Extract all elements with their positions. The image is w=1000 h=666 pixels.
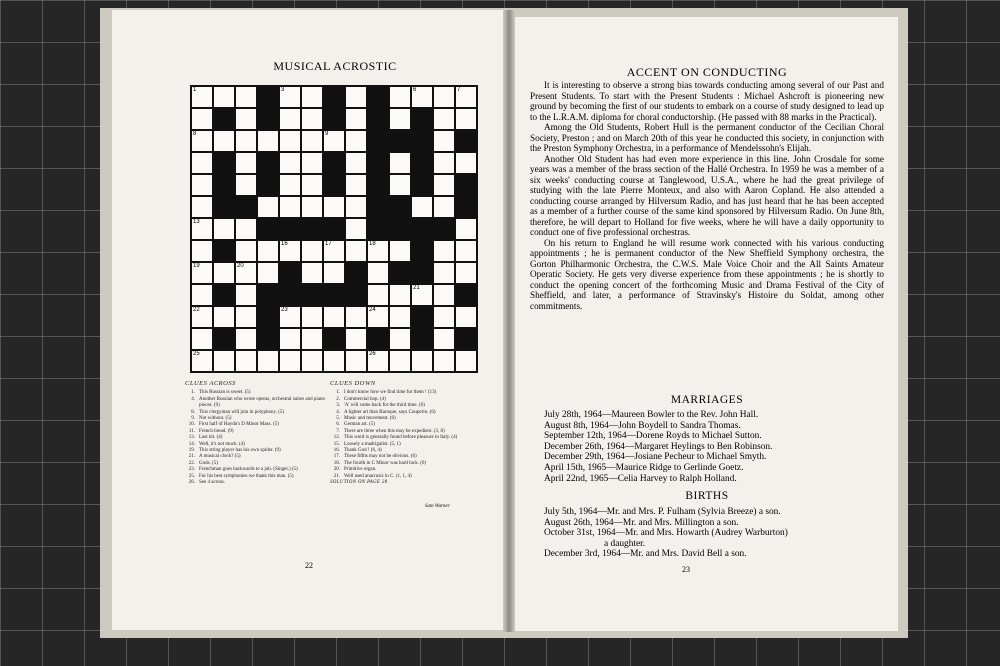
grid-white-square — [433, 174, 455, 196]
clue-text: A musical clock? (5) — [199, 454, 241, 460]
grid-white-square — [345, 108, 367, 130]
clue-text: Well used anacrusis in C. (1, 1, 4) — [344, 473, 412, 479]
clue-number: 6. — [336, 422, 340, 428]
grid-white-square — [345, 350, 367, 372]
grid-black-square — [367, 152, 389, 174]
grid-black-square — [367, 218, 389, 240]
grid-white-square — [279, 306, 301, 328]
grid-black-square — [389, 196, 411, 218]
grid-white-square — [235, 262, 257, 284]
grid-white-square — [279, 328, 301, 350]
marriage-entry: July 28th, 1964—Maureen Bowler to the Rev. John Hall. — [544, 410, 759, 420]
grid-black-square — [257, 86, 279, 108]
clue-number: 9. — [191, 416, 195, 422]
grid-white-square — [257, 350, 279, 372]
grid-clue-number: 22 — [193, 307, 200, 313]
grid-white-square — [279, 350, 301, 372]
grid-white-square — [433, 262, 455, 284]
clues-down-list — [330, 390, 480, 480]
grid-clue-number: 18 — [369, 241, 376, 247]
clue-number: 12. — [333, 435, 340, 441]
grid-black-square — [389, 218, 411, 240]
birth-entry: October 31st, 1964—Mr. and Mrs. Howarth (Audrey Warburton) — [544, 528, 788, 539]
marriage-entry: December 26th, 1964—Margaret Heylings to Ben Robinson. — [544, 441, 773, 452]
grid-white-square — [279, 196, 301, 218]
grid-white-square — [235, 152, 257, 174]
grid-white-square — [235, 240, 257, 262]
grid-white-square — [433, 130, 455, 152]
grid-white-square — [411, 350, 433, 372]
grid-black-square — [213, 174, 235, 196]
grid-white-square — [213, 86, 235, 108]
grid-clue-number: 25 — [193, 351, 200, 357]
grid-white-square — [301, 108, 323, 130]
grid-white-square — [345, 130, 367, 152]
grid-clue-number: 8 — [193, 131, 197, 137]
grid-black-square — [213, 240, 235, 262]
grid-black-square — [411, 108, 433, 130]
grid-white-square — [235, 108, 257, 130]
grid-white-square — [235, 130, 257, 152]
grid-white-square — [433, 152, 455, 174]
grid-black-square — [455, 328, 477, 350]
grid-black-square — [213, 328, 235, 350]
grid-white-square — [235, 86, 257, 108]
clue-number: 3. — [336, 403, 340, 409]
clue-text: See 4 across. — [199, 480, 225, 486]
grid-white-square — [367, 262, 389, 284]
grid-white-square — [367, 240, 389, 262]
grid-white-square — [323, 130, 345, 152]
birth-entry: December 3rd, 1964—Mr. and Mrs. David Bell a son. — [544, 549, 747, 560]
grid-black-square — [367, 196, 389, 218]
grid-white-square — [323, 306, 345, 328]
grid-white-square — [323, 196, 345, 218]
grid-black-square — [257, 152, 279, 174]
birth-entry: August 26th, 1964—Mr. and Mrs. Millington a son. — [544, 517, 739, 528]
grid-white-square — [455, 152, 477, 174]
grid-white-square — [389, 86, 411, 108]
grid-black-square — [323, 328, 345, 350]
grid-white-square — [455, 218, 477, 240]
grid-black-square — [235, 196, 257, 218]
grid-white-square — [345, 152, 367, 174]
grid-black-square — [257, 328, 279, 350]
birth-entry-continuation: a daughter. — [604, 538, 646, 549]
grid-black-square — [367, 328, 389, 350]
grid-white-square — [301, 196, 323, 218]
grid-white-square — [455, 306, 477, 328]
page-number-left: 22 — [305, 561, 313, 570]
grid-black-square — [323, 152, 345, 174]
grid-white-square — [367, 284, 389, 306]
grid-white-square — [235, 174, 257, 196]
clue-text: A lighter art than Baroque, says Couperin. (6) — [344, 409, 436, 415]
clue-text: Not without. (5) — [199, 416, 232, 422]
grid-white-square — [235, 328, 257, 350]
grid-black-square — [411, 218, 433, 240]
births-list — [544, 507, 884, 560]
clue-number: 19. — [188, 448, 195, 454]
clue-number: 23. — [188, 467, 195, 473]
marriage-entry: April 22nd, 1965—Celia Harvey to Ralph Holland. — [544, 473, 737, 484]
clue-text: These fifths may not be obvious. (6) — [344, 454, 417, 460]
clue-text: For his best symphonies we thank this man. (5) — [199, 473, 294, 479]
grid-white-square — [389, 174, 411, 196]
article-paragraph: On his return to England he will resume work connected with his various conducting appointments ; he is permanent conductor of the New Sheffield Symphony orchestra, the Gorton Philharmonic Orchestra, the C.W.S. Male Voice Choir and the All Saints Amateur Operatic Society. He gets very diverse experience from these appointments ; he is shortly to conduct the opening concert of the forthcoming Music and Drama Festival of the City of Sheffield, and later, a performance of Stravinsky's Histoire du Soldat, among other commitments. — [530, 237, 884, 311]
grid-white-square — [213, 130, 235, 152]
clues-down-heading: CLUES DOWN — [330, 380, 376, 387]
grid-white-square — [191, 262, 213, 284]
grid-white-square — [433, 306, 455, 328]
clue-number: 14. — [188, 441, 195, 447]
grid-clue-number: 26 — [369, 351, 376, 357]
grid-white-square — [213, 218, 235, 240]
grid-black-square — [323, 86, 345, 108]
clue-across — [185, 480, 325, 486]
grid-black-square — [323, 218, 345, 240]
grid-white-square — [191, 350, 213, 372]
grid-black-square — [389, 262, 411, 284]
clue-across — [185, 397, 325, 410]
grid-white-square — [191, 174, 213, 196]
clue-number: 21. — [188, 454, 195, 460]
grid-white-square — [389, 108, 411, 130]
grid-white-square — [433, 240, 455, 262]
grid-white-square — [301, 86, 323, 108]
clue-text: Last bit. (4) — [199, 435, 223, 441]
grid-white-square — [433, 350, 455, 372]
grid-white-square — [213, 306, 235, 328]
grid-white-square — [323, 350, 345, 372]
grid-black-square — [367, 130, 389, 152]
grid-black-square — [257, 218, 279, 240]
grid-white-square — [301, 130, 323, 152]
grid-black-square — [389, 130, 411, 152]
grid-black-square — [411, 262, 433, 284]
grid-white-square — [301, 328, 323, 350]
grid-black-square — [213, 108, 235, 130]
clues-across-list — [185, 390, 325, 486]
grid-white-square — [257, 240, 279, 262]
clue-number: 4. — [191, 396, 195, 402]
clue-text: I don't know how we find time for them ! (13) — [344, 390, 437, 396]
marriage-entry: September 12th, 1964—Dorene Royds to Michael Sutton. — [544, 431, 762, 442]
grid-white-square — [345, 218, 367, 240]
grid-white-square — [279, 240, 301, 262]
grid-clue-number: 9 — [325, 131, 329, 137]
grid-white-square — [389, 350, 411, 372]
grid-white-square — [411, 196, 433, 218]
grid-white-square — [191, 196, 213, 218]
grid-white-square — [191, 218, 213, 240]
grid-black-square — [213, 284, 235, 306]
acrostic-title: MUSICAL ACROSTIC — [273, 59, 397, 73]
marriage-entry: December 29th, 1964—Josiane Pecheur to Michael Smyth. — [544, 452, 767, 463]
grid-white-square — [191, 284, 213, 306]
grid-white-square — [389, 240, 411, 262]
grid-white-square — [213, 262, 235, 284]
grid-white-square — [455, 86, 477, 108]
book-gutter — [503, 10, 515, 632]
grid-white-square — [433, 86, 455, 108]
grid-white-square — [191, 306, 213, 328]
grid-black-square — [257, 284, 279, 306]
grid-black-square — [345, 284, 367, 306]
grid-white-square — [301, 350, 323, 372]
clue-number: 20. — [333, 467, 340, 473]
clue-number: 18. — [333, 460, 340, 466]
grid-black-square — [411, 174, 433, 196]
grid-black-square — [455, 196, 477, 218]
clue-text: Frenchman goes backwards to a job. (Singer.) (5) — [199, 467, 298, 473]
grid-black-square — [279, 284, 301, 306]
clue-text: 'A' will come back for the third time. (6) — [344, 403, 425, 409]
grid-white-square — [433, 284, 455, 306]
grid-clue-number: 21 — [413, 285, 420, 291]
grid-clue-number: 13 — [193, 219, 200, 225]
clue-number: 1. — [191, 390, 195, 396]
grid-black-square — [323, 108, 345, 130]
grid-black-square — [257, 108, 279, 130]
grid-white-square — [235, 218, 257, 240]
clue-text: Commercial hop. (4) — [344, 396, 386, 402]
grid-white-square — [345, 306, 367, 328]
grid-white-square — [301, 306, 323, 328]
grid-black-square — [367, 108, 389, 130]
birth-entry: July 5th, 1964—Mr. and Mrs. P. Fulham (Sylvia Breeze) a son. — [544, 507, 781, 517]
marriage-entry: August 8th, 1964—John Boydell to Sandra Thomas. — [544, 420, 741, 431]
clue-number: 16. — [333, 448, 340, 454]
clue-number: 11. — [188, 428, 195, 434]
clue-text: Well, it's not much. (4) — [199, 441, 245, 447]
article-paragraph: It is interesting to observe a strong bias towards conducting among several of our Past and Present Students. To start with the Present Students : Michael Ashcroft is pioneering new ground by becoming the first of our students to embark on a course of study designed to lead up to the L.R.A.M. diploma for choral conductorship. (He passed with 88 marks in the Practical). — [530, 80, 884, 122]
grid-white-square — [191, 328, 213, 350]
grid-white-square — [433, 196, 455, 218]
grid-white-square — [191, 130, 213, 152]
grid-black-square — [345, 262, 367, 284]
grid-white-square — [389, 328, 411, 350]
grid-clue-number: 1 — [193, 87, 197, 93]
grid-white-square — [433, 108, 455, 130]
clue-text: First half of Haydn's D Minor Mass. (5) — [199, 422, 279, 428]
grid-black-square — [411, 130, 433, 152]
grid-black-square — [323, 284, 345, 306]
grid-black-square — [213, 152, 235, 174]
grid-white-square — [279, 86, 301, 108]
clue-text: Thank God ! (6, 4) — [344, 448, 382, 454]
marriage-entry: April 15th, 1965—Maurice Ridge to Gerlinde Goetz. — [544, 462, 744, 473]
grid-white-square — [301, 152, 323, 174]
article-title: ACCENT ON CONDUCTING — [626, 65, 788, 79]
clue-number: 2. — [336, 396, 340, 402]
solution-note: SOLUTION ON PAGE 28 — [330, 480, 388, 486]
clue-number: 13. — [188, 435, 195, 441]
grid-clue-number: 19 — [193, 263, 200, 269]
clue-text: Another Russian who wrote operas, orchestral suites and piano pieces. (9) — [199, 396, 325, 409]
grid-white-square — [279, 174, 301, 196]
grid-white-square — [389, 284, 411, 306]
article-paragraph: Among the Old Students, Robert Hull is the permanent conductor of the Cecilian Choral Society, Preston ; and on March 20th of this year he conducted this society, in conjunction with the Preston Symphony Orchestra, in a performance of Mendelssohn's Elijah. — [530, 122, 884, 153]
clue-number: 1. — [336, 390, 340, 396]
page-number-right: 23 — [682, 565, 690, 574]
marriages-heading: MARRIAGES — [670, 394, 744, 406]
grid-black-square — [455, 130, 477, 152]
clue-text: Music and movement. (6) — [344, 416, 396, 422]
clue-number: 21. — [333, 473, 340, 479]
clue-number: 15. — [333, 441, 340, 447]
grid-black-square — [301, 284, 323, 306]
clues-across — [185, 381, 325, 487]
grid-white-square — [191, 152, 213, 174]
grid-white-square — [345, 328, 367, 350]
clue-text: Primitive organ. — [344, 467, 377, 473]
grid-white-square — [367, 350, 389, 372]
marriages-list — [544, 410, 884, 484]
clues-down — [330, 381, 480, 487]
clue-number: 17. — [333, 454, 340, 460]
births-heading: BIRTHS — [685, 490, 729, 502]
grid-white-square — [191, 86, 213, 108]
grid-black-square — [411, 152, 433, 174]
clue-text: The fourth in C Minor was hard luck. (6) — [344, 460, 427, 466]
grid-white-square — [191, 108, 213, 130]
grid-black-square — [279, 218, 301, 240]
clue-text: Gods. (5) — [199, 460, 218, 466]
clue-text: This word is generally found before pleasure in Italy. (4) — [344, 435, 458, 441]
grid-clue-number: 24 — [369, 307, 376, 313]
grid-black-square — [301, 218, 323, 240]
grid-white-square — [279, 152, 301, 174]
grid-clue-number: 17 — [325, 241, 332, 247]
grid-clue-number: 7 — [457, 87, 461, 93]
clue-text: This Russian is sweet. (5) — [199, 390, 251, 396]
grid-white-square — [389, 306, 411, 328]
clue-number: 8. — [191, 409, 195, 415]
clues-across-heading: CLUES ACROSS — [185, 380, 236, 387]
grid-white-square — [433, 328, 455, 350]
clue-text: This clergyman will join in polyphony. (5) — [199, 409, 284, 415]
grid-black-square — [411, 240, 433, 262]
grid-black-square — [411, 306, 433, 328]
grid-white-square — [279, 130, 301, 152]
grid-white-square — [257, 130, 279, 152]
grid-white-square — [235, 350, 257, 372]
grid-white-square — [345, 86, 367, 108]
grid-black-square — [257, 174, 279, 196]
grid-black-square — [433, 218, 455, 240]
clue-number: 22. — [188, 460, 195, 466]
clue-number: 5. — [336, 416, 340, 422]
article-paragraph: Another Old Student has had even more experience in this line. John Crosdale for some years was a member of the brass section of the Hallé Orchestra. In 1959 he was a member of a six weeks' conducting course at Tanglewood, U.S.A., where he had the great privilege of studying with the late Pierre Monteux, and also with Aaron Copland. He also attended a conducting course arranged by Hilversum Radio, and has just heard that he has been accepted as a member of a further course of the same kind sponsored by Hilversum Radio. On June 8th, therefore, he will depart to Holland for five weeks, where he will have a daily opportunity to conduct one of five professional orchestras. — [530, 153, 884, 237]
grid-black-square — [367, 86, 389, 108]
clue-number: 26. — [188, 480, 195, 486]
grid-black-square — [257, 306, 279, 328]
grid-white-square — [345, 240, 367, 262]
clue-number: 7. — [336, 428, 340, 434]
setter-signature: Sam Warner — [425, 504, 450, 509]
grid-white-square — [345, 174, 367, 196]
grid-white-square — [301, 262, 323, 284]
grid-white-square — [411, 86, 433, 108]
grid-white-square — [213, 350, 235, 372]
grid-black-square — [367, 174, 389, 196]
grid-black-square — [213, 196, 235, 218]
clue-text: There are three when this may be expedient. (3, 8) — [344, 428, 445, 434]
grid-white-square — [301, 240, 323, 262]
clue-text: Loosely a madrigalist. (5, 1) — [344, 441, 401, 447]
clue-number: 25. — [188, 473, 195, 479]
grid-black-square — [279, 262, 301, 284]
grid-black-square — [323, 174, 345, 196]
grid-white-square — [455, 262, 477, 284]
grid-clue-number: 20 — [237, 263, 244, 269]
grid-white-square — [455, 108, 477, 130]
grid-white-square — [367, 306, 389, 328]
clue-text: French bread. (9) — [199, 428, 234, 434]
grid-clue-number: 16 — [281, 241, 288, 247]
grid-clue-number: 23 — [281, 307, 288, 313]
grid-white-square — [345, 196, 367, 218]
grid-white-square — [191, 240, 213, 262]
grid-white-square — [455, 350, 477, 372]
grid-black-square — [411, 328, 433, 350]
grid-white-square — [279, 108, 301, 130]
grid-white-square — [257, 196, 279, 218]
grid-black-square — [455, 284, 477, 306]
clue-text: German art. (5) — [344, 422, 375, 428]
grid-clue-number: 3 — [281, 87, 285, 93]
clue-text: This string player has his own spider. (9) — [199, 448, 281, 454]
crossword-grid — [190, 85, 478, 373]
grid-white-square — [323, 262, 345, 284]
article-body — [530, 80, 884, 311]
grid-white-square — [411, 284, 433, 306]
grid-white-square — [323, 240, 345, 262]
grid-white-square — [257, 262, 279, 284]
grid-white-square — [235, 306, 257, 328]
grid-white-square — [389, 152, 411, 174]
grid-white-square — [455, 240, 477, 262]
clue-number: 4. — [336, 409, 340, 415]
clue-number: 10. — [188, 422, 195, 428]
grid-clue-number: 6 — [413, 87, 417, 93]
grid-black-square — [455, 174, 477, 196]
grid-white-square — [301, 174, 323, 196]
grid-white-square — [235, 284, 257, 306]
